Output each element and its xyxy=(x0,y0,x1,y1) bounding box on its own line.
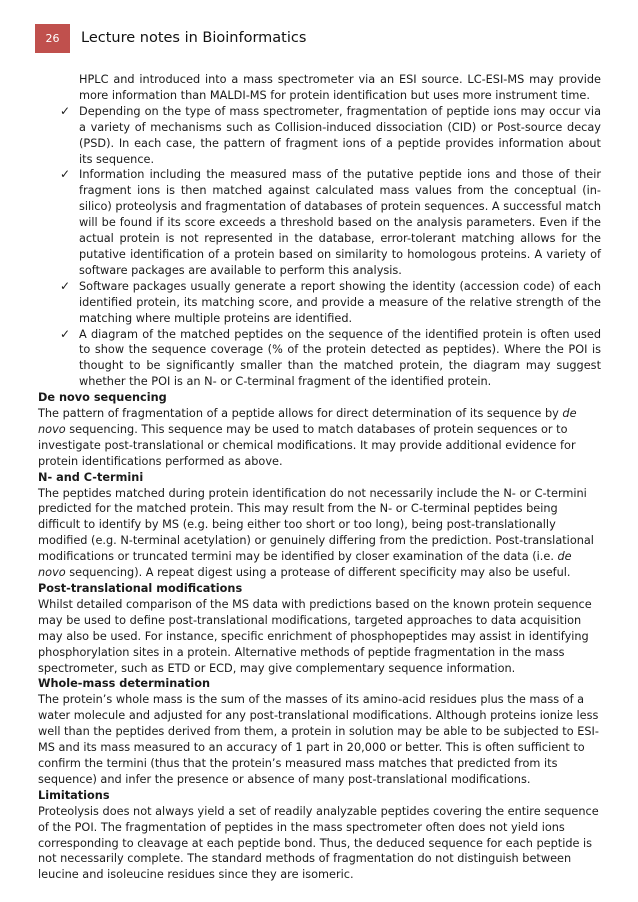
page-number: 26 xyxy=(35,24,70,53)
text-run: The peptides matched during protein identification do not necessarily include the N- or C-termini predicted for the matched protein. This may result from the N- or C-terminal peptides being difficult to identify by MS (e.g. being either too short or too long), being post-translationally modified (e.g. N-terminal acetylation) or genuinely differing from the prediction. Post-translational modifications or truncated termini may be identified by closer examination of the data (i.e. xyxy=(38,486,594,564)
list-item xyxy=(38,279,601,327)
text-run: sequencing. This sequence may be used to match databases of protein sequences or to investigate post-translational or chemical modifications. It may provide additional evidence for protein identifications performed as above. xyxy=(38,422,576,468)
list-item xyxy=(38,104,601,168)
section-heading: Limitations xyxy=(38,788,110,802)
section-heading: N- and C-termini xyxy=(38,470,144,484)
section-paragraph xyxy=(38,804,601,884)
page-content xyxy=(38,72,601,883)
list-item-text: Information including the measured mass of the putative peptide ions and those of their fragment ions is then matched against calculated mass values from the conceptual (in-silico) proteolysis and fragmentation of databases of protein sequences. A successful match will be found if its score exceeds a threshold based on the analysis parameters. Even if the actual protein is not represented in the database, error-tolerant matching allows for the putative identification of a protein based on similarity to homologous proteins. A variety of software packages are available to perform this analysis. xyxy=(79,168,601,277)
section-limitations xyxy=(38,788,601,883)
section-paragraph xyxy=(38,406,601,470)
section-paragraph xyxy=(38,597,601,677)
list-item-text: Depending on the type of mass spectrometer, fragmentation of peptide ions may occur via a variety of mechanisms such as Collision-induced dissociation (CID) or Post-source decay (PSD). In each case, the pattern of fragment ions of a peptide provides information about its sequence. xyxy=(79,104,601,166)
running-title: Lecture notes in Bioinformatics xyxy=(81,30,307,46)
section-paragraph xyxy=(38,486,601,581)
section-heading: Whole-mass determination xyxy=(38,677,211,691)
checkmark-icon: ✓ xyxy=(60,167,71,182)
text-run: Whilst detailed comparison of the MS data with predictions based on the known protein sequence may be used to define post-translational modifications, targeted approaches to data acquisition may also be used. For instance, specific enrichment of phosphopeptides may assist in identifying phosphorylation sites in a protein. Alternative methods of peptide fragmentation in the mass spectrometer, such as ETD or ECD, may give complementary sequence information. xyxy=(38,597,592,675)
list-item xyxy=(38,327,601,391)
italic-run: de novo xyxy=(38,550,572,580)
section-paragraph xyxy=(38,692,601,787)
list-item-text: A diagram of the matched peptides on the sequence of the identified protein is often used to show the sequence coverage (% of the protein detected as peptides). Where the POI is thought to be significantly smaller than the matched protein, the diagram may suggest whether the POI is an N- or C-terminal fragment of the identified protein. xyxy=(79,327,601,389)
section-de-novo xyxy=(38,390,601,470)
list-item-text: Software packages usually generate a report showing the identity (accession code) of each identified protein, its matching score, and provide a measure of the relative strength of the matching where multiple proteins are identified. xyxy=(79,279,601,325)
section-termini xyxy=(38,470,601,581)
text-run: The pattern of fragmentation of a peptide allows for direct determination of its sequence by xyxy=(38,407,563,421)
text-run: The protein’s whole mass is the sum of the masses of its amino-acid residues plus the mass of a water molecule and adjusted for any post-translational modifications. Although proteins ionize less well than the peptides derived from them, a protein in solution may be able to be subjected to ESI-MS and its mass measured to an accuracy of 1 part in 20,000 or better. This is often sufficient to confirm the termini (thus that the protein’s measured mass matches that predicted from its sequence) and infer the presence or absence of many post-translational modifications. xyxy=(38,693,599,786)
checkmark-icon: ✓ xyxy=(60,103,71,118)
section-heading: De novo sequencing xyxy=(38,391,167,405)
list-item-text: HPLC and introduced into a mass spectrometer via an ESI source. LC-ESI-MS may provide more information than MALDI-MS for protein identification but uses more instrument time. xyxy=(79,73,601,102)
section-heading: Post-translational modifications xyxy=(38,582,243,595)
list-item xyxy=(38,167,601,278)
checkmark-icon: ✓ xyxy=(60,326,71,341)
bullet-list xyxy=(38,72,601,390)
text-run: Proteolysis does not always yield a set of readily analyzable peptides covering the entire sequence of the POI. The fragmentation of peptides in the mass spectrometer often does not yield ions corresponding to cleavage at each peptide bond. Thus, the deduced sequence for each peptide is not necessarily complete. The standard methods of fragmentation do not distinguish between leucine and isoleucine residues since they are isomeric. xyxy=(38,804,599,882)
section-ptm xyxy=(38,581,601,676)
page-header xyxy=(0,18,638,52)
italic-run: de novo xyxy=(38,407,577,436)
text-run: sequencing). A repeat digest using a protease of different specificity may also be useful. xyxy=(65,566,571,580)
checkmark-icon: ✓ xyxy=(60,278,71,293)
list-item xyxy=(38,72,601,104)
section-whole-mass xyxy=(38,676,601,787)
